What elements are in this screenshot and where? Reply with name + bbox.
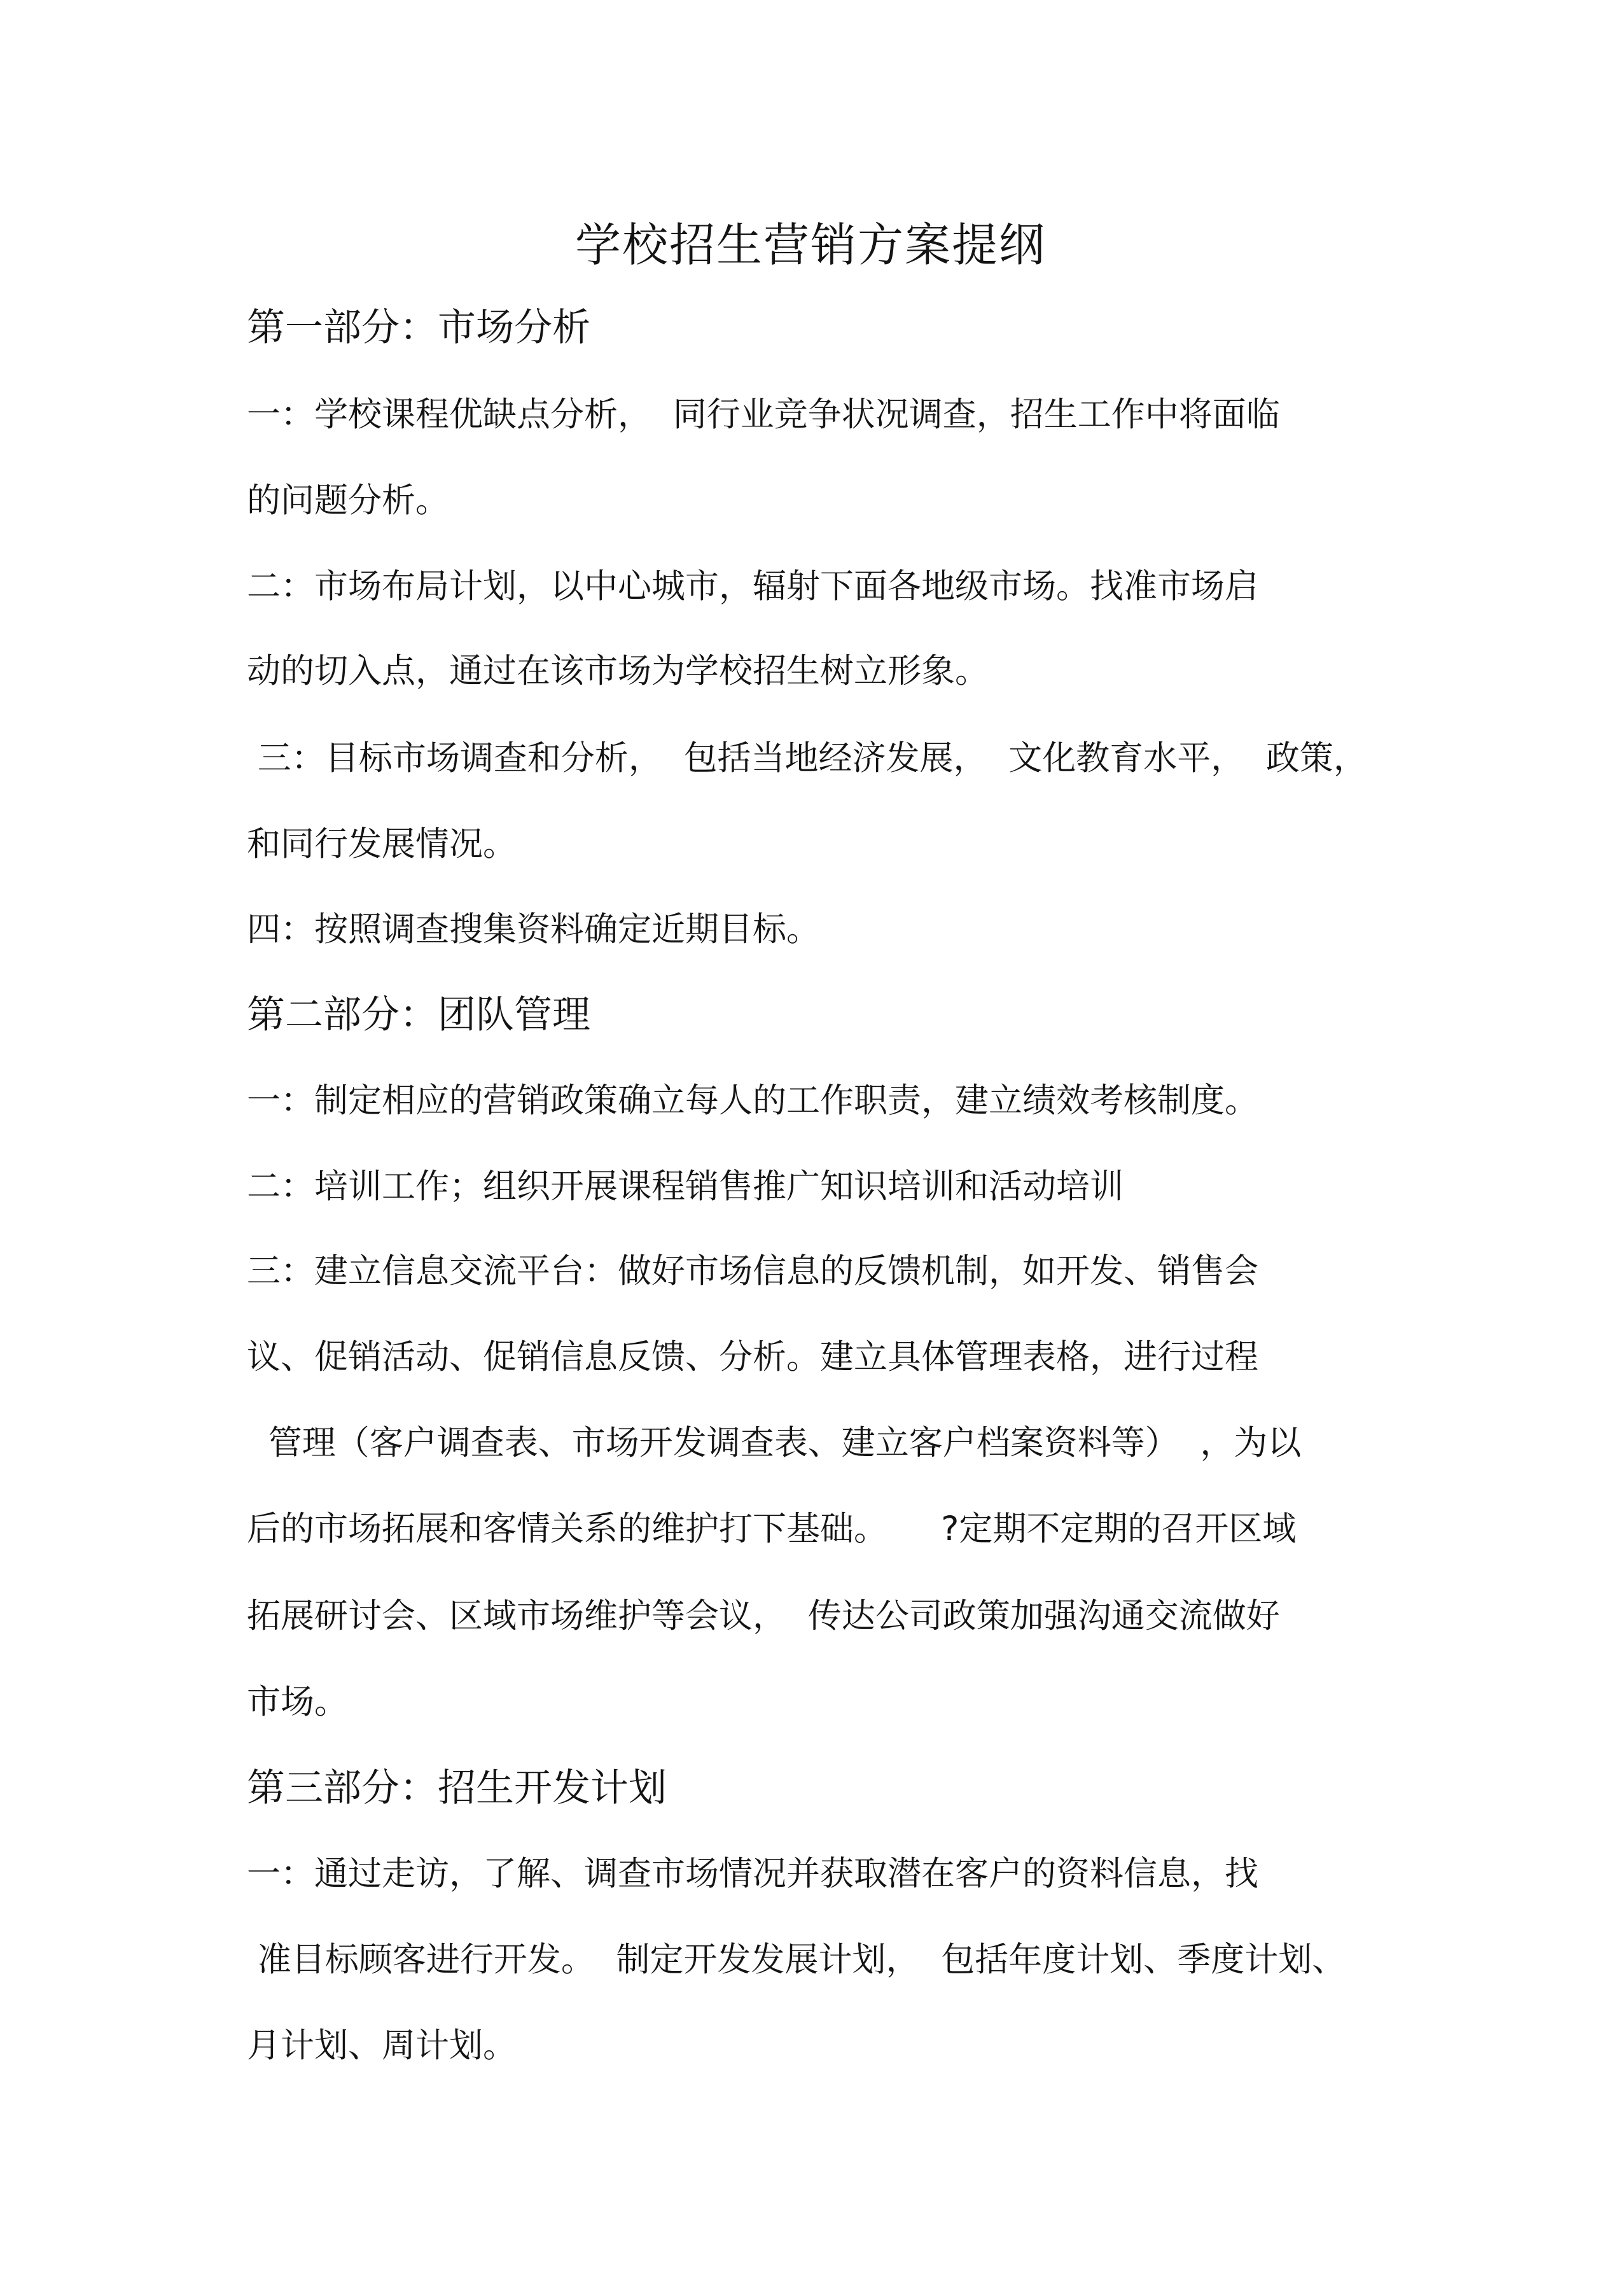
- paragraph-line: 市场。: [247, 1683, 348, 1721]
- paragraph-line: 准目标顾客进行开发。 制定开发发展计划， 包括年度计划、季度计划、: [247, 1940, 1346, 1979]
- paragraph-line: 三：建立信息交流平台：做好市场信息的反馈机制，如开发、销售会: [247, 1252, 1258, 1291]
- paragraph-line: 三：目标市场调查和分析， 包括当地经济发展， 文化教育水平， 政策，: [247, 739, 1367, 778]
- section-heading-team-management: 第二部分：团队管理: [247, 993, 590, 1037]
- paragraph-line: 一：通过走访，了解、调查市场情况并获取潜在客户的资料信息，找: [247, 1854, 1258, 1893]
- paragraph-line: 二：市场布局计划，以中心城市，辐射下面各地级市场。找准市场启: [247, 567, 1258, 606]
- paragraph-line: 四：按照调查搜集资料确定近期目标。: [247, 910, 820, 949]
- paragraph-line: 议、促销活动、促销信息反馈、分析。建立具体管理表格，进行过程: [247, 1338, 1258, 1376]
- paragraph-line: 和同行发展情况。: [247, 825, 517, 864]
- paragraph-line: 管理（客户调查表、市场开发调查表、建立客户档案资料等） ，为以: [247, 1424, 1302, 1462]
- section-heading-market-analysis: 第一部分：市场分析: [247, 305, 590, 350]
- paragraph-line: 一：学校课程优缺点分析， 同行业竞争状况调查，招生工作中将面临: [247, 395, 1280, 434]
- paragraph-line: 一：制定相应的营销政策确立每人的工作职责，建立绩效考核制度。: [247, 1081, 1258, 1120]
- paragraph-line: 后的市场拓展和客情关系的维护打下基础。 ?定期不定期的召开区域: [247, 1509, 1297, 1548]
- paragraph-line: 动的切入点，通过在该市场为学校招生树立形象。: [247, 652, 989, 690]
- section-heading-enrollment-plan: 第三部分：招生开发计划: [247, 1766, 667, 1810]
- paragraph-line: 的问题分析。: [247, 481, 449, 520]
- paragraph-line: 月计划、周计划。: [247, 2026, 517, 2065]
- paragraph-line: 拓展研讨会、区域市场维护等会议， 传达公司政策加强沟通交流做好: [247, 1597, 1280, 1635]
- paragraph-line: 二：培训工作；组织开展课程销售推广知识培训和活动培训: [247, 1167, 1124, 1206]
- document-title: 学校招生营销方案提纲: [574, 218, 1046, 272]
